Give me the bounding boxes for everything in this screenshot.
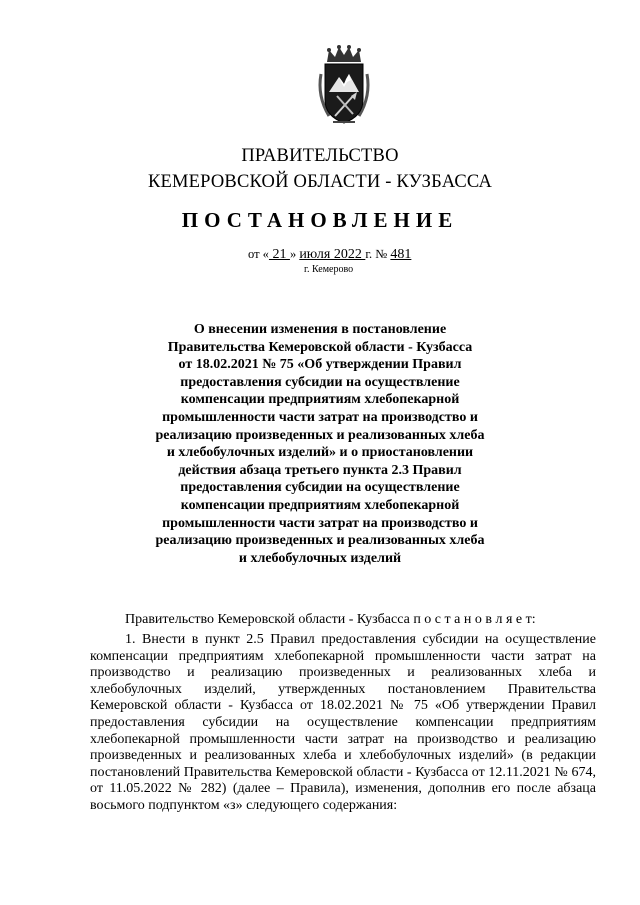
title-line: реализацию произведенных и реализованных хлеба <box>155 427 485 443</box>
document-title <box>0 321 640 567</box>
document-type-heading: ПОСТАНОВЛЕНИЕ <box>181 208 459 232</box>
city-name: г. Кемерово <box>304 264 354 275</box>
date-suffix: г. № <box>365 247 391 261</box>
title-line: реализацию произведенных и реализованных хлеба <box>155 533 485 549</box>
date-number-line <box>248 247 411 263</box>
coat-of-arms-emblem <box>315 44 373 126</box>
resolution-lead: Правительство Кемеровской области - Кузбасса п о с т а н о в л я е т: <box>125 612 536 627</box>
title-line: О внесении изменения в постановление <box>193 322 447 337</box>
title-line: от 18.02.2021 № 75 «Об утверждении Правил <box>178 357 462 373</box>
title-line: Правительства Кемеровской области - Кузбасса <box>167 339 473 355</box>
title-line: компенсации предприятиям хлебопекарной <box>180 497 460 513</box>
title-line: компенсации предприятиям хлебопекарной <box>180 392 460 408</box>
date-month-year: июля 2022 <box>299 247 366 262</box>
government-name-line1: ПРАВИТЕЛЬСТВО <box>241 146 399 166</box>
title-line: и хлебобулочных изделий <box>238 550 402 566</box>
title-line: промышленности части затрат на производство и <box>162 515 478 531</box>
date-mid: » <box>289 247 300 261</box>
title-line: предоставления субсидии на осуществление <box>180 480 460 496</box>
title-line: предоставления субсидии на осуществление <box>180 374 460 390</box>
document-number: 481 <box>390 247 412 262</box>
title-line: действия абзаца третьего пункта 2.3 Правил <box>178 462 462 478</box>
title-line: и хлебобулочных изделий» и о приостановлении <box>166 445 474 461</box>
date-prefix: от « <box>248 247 269 261</box>
paragraph-1: 1. Внести в пункт 2.5 Правил предоставления субсидии на осуществление компенсации предприятиям хлебопекарной промышленности части затрат на производство и реализацию произведенных и реализованных хлеба и хлебобулочных изделий, утвержденных постановлением Правительства Кемеровской области - Кузбасса от 18.02.2021 № 75 «Об утверждении Правил предоставления субсидии на осуществление компенсации предприятиям хлебопекарной промышленности части затрат на производство и реализацию произведенных и реализованных хлеба и хлебобулочных изделий» (в редакции постановлений Правительства Кемеровской области - Кузбасса от 12.11.2021 № 674, от 11.05.2022 № 282) (далее – Правила), изменения, дополнив его после абзаца восьмого подпунктом «з» следующего содержания: <box>90 632 596 813</box>
title-line: промышленности части затрат на производство и <box>162 409 478 425</box>
date-day: 21 <box>268 247 290 262</box>
government-name-line2: КЕМЕРОВСКОЙ ОБЛАСТИ - КУЗБАССА <box>147 172 493 192</box>
